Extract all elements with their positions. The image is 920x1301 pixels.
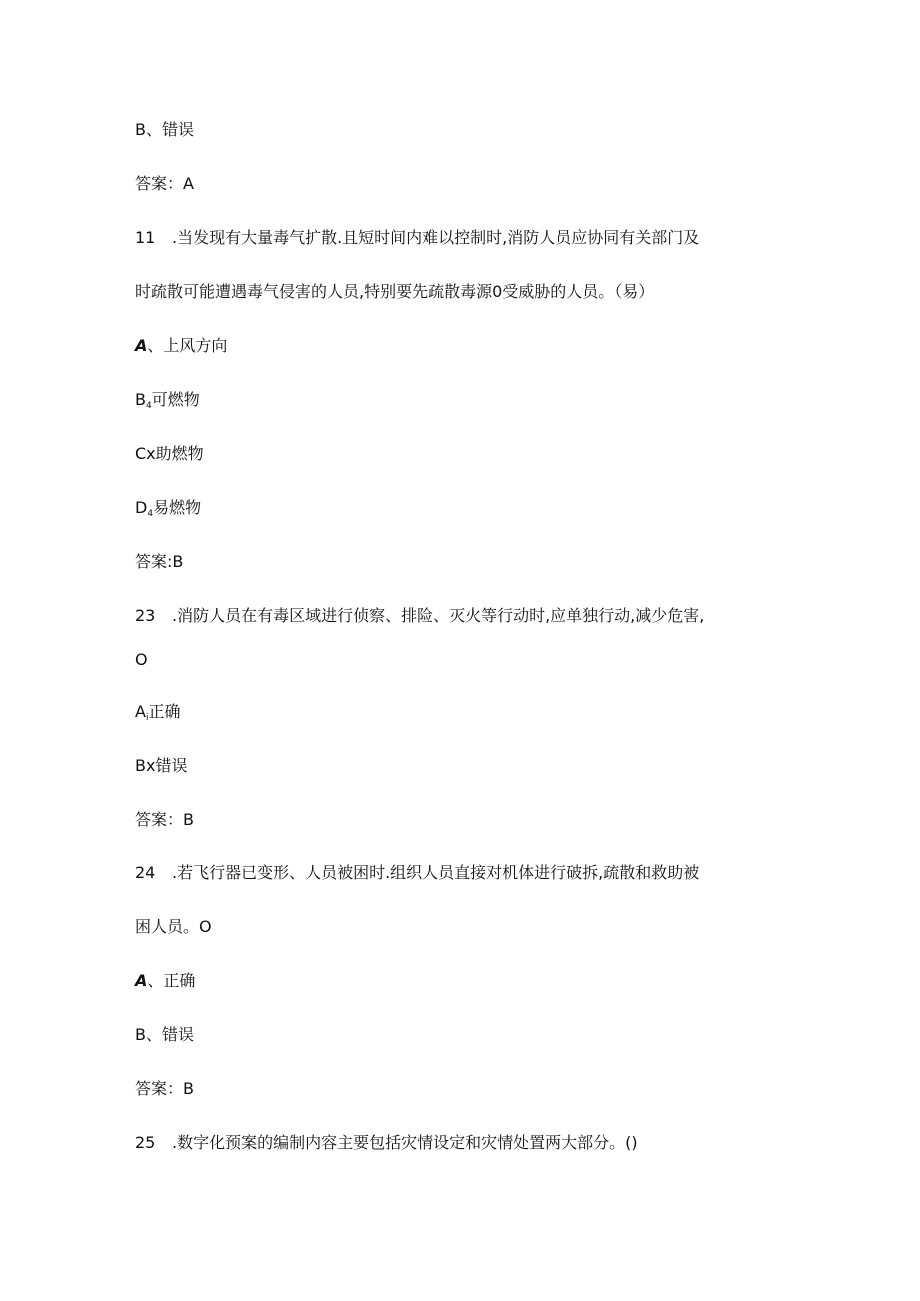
question-23-option-a bbox=[135, 702, 180, 728]
option-text: 可燃物 bbox=[151, 390, 200, 409]
question-24-line-2 bbox=[135, 917, 212, 937]
question-number: 11 bbox=[135, 228, 156, 247]
option-text: 易燃物 bbox=[153, 498, 202, 517]
question-11-option-b bbox=[135, 390, 200, 416]
option-subscript: i bbox=[145, 713, 149, 723]
question-text: .若飞行器已变形、人员被困时.组织人员直接对机体进行破拆,疏散和救助被 bbox=[172, 863, 700, 882]
question-11-line-1 bbox=[135, 228, 699, 248]
answer-line: 答案：A bbox=[135, 174, 194, 193]
option-letter: A bbox=[135, 336, 148, 355]
question-23-line-2 bbox=[135, 650, 148, 670]
option-subscript: 4 bbox=[145, 401, 152, 411]
question-text: .数字化预案的编制内容主要包括灾情设定和灾情处置两大部分。() bbox=[172, 1133, 638, 1152]
question-text: .消防人员在有毒区域进行侦察、排险、灭火等行动时,应单独行动,减少危害, bbox=[172, 606, 705, 625]
option-text: Cx助燃物 bbox=[135, 444, 204, 463]
question-23-answer: 答案：B bbox=[135, 810, 194, 829]
option-text: B、错误 bbox=[135, 1025, 194, 1044]
question-11-option-a bbox=[135, 336, 227, 356]
question-number: 24 bbox=[135, 863, 156, 882]
option-text: 正确 bbox=[148, 702, 181, 721]
question-11-option-d bbox=[135, 498, 201, 524]
option-text: 、正确 bbox=[147, 971, 196, 990]
question-text: 困人员。O bbox=[135, 917, 212, 936]
question-text: 时疏散可能遭遇毒气侵害的人员,特别要先疏散毒源0受威胁的人员。（易） bbox=[135, 282, 655, 301]
question-number: 23 bbox=[135, 606, 156, 625]
question-number: 25 bbox=[135, 1133, 156, 1152]
question-11-answer: 答案:B bbox=[135, 552, 184, 571]
option-subscript: 4 bbox=[147, 509, 154, 519]
question-11-line-2 bbox=[135, 282, 654, 302]
option-letter: B bbox=[135, 390, 146, 409]
question-23-line-1 bbox=[135, 606, 704, 626]
question-24-option-b bbox=[135, 1025, 194, 1045]
question-24-line-1 bbox=[135, 863, 699, 883]
question-24-option-a bbox=[135, 971, 195, 991]
question-11-option-c bbox=[135, 444, 204, 464]
option-b-wrong: B、错误 bbox=[135, 120, 194, 139]
option-text: Bx错误 bbox=[135, 756, 188, 775]
option-letter: D bbox=[135, 498, 148, 517]
option-letter: A bbox=[135, 971, 148, 990]
question-25-line-1 bbox=[135, 1133, 638, 1153]
question-text: O bbox=[135, 650, 148, 669]
question-23-option-b bbox=[135, 756, 187, 776]
option-letter: A bbox=[135, 702, 146, 721]
question-24-answer: 答案：B bbox=[135, 1079, 194, 1098]
question-text: .当发现有大量毒气扩散.且短时间内难以控制时,消防人员应协同有关部门及 bbox=[172, 228, 700, 247]
option-text: 、上风方向 bbox=[147, 336, 228, 355]
